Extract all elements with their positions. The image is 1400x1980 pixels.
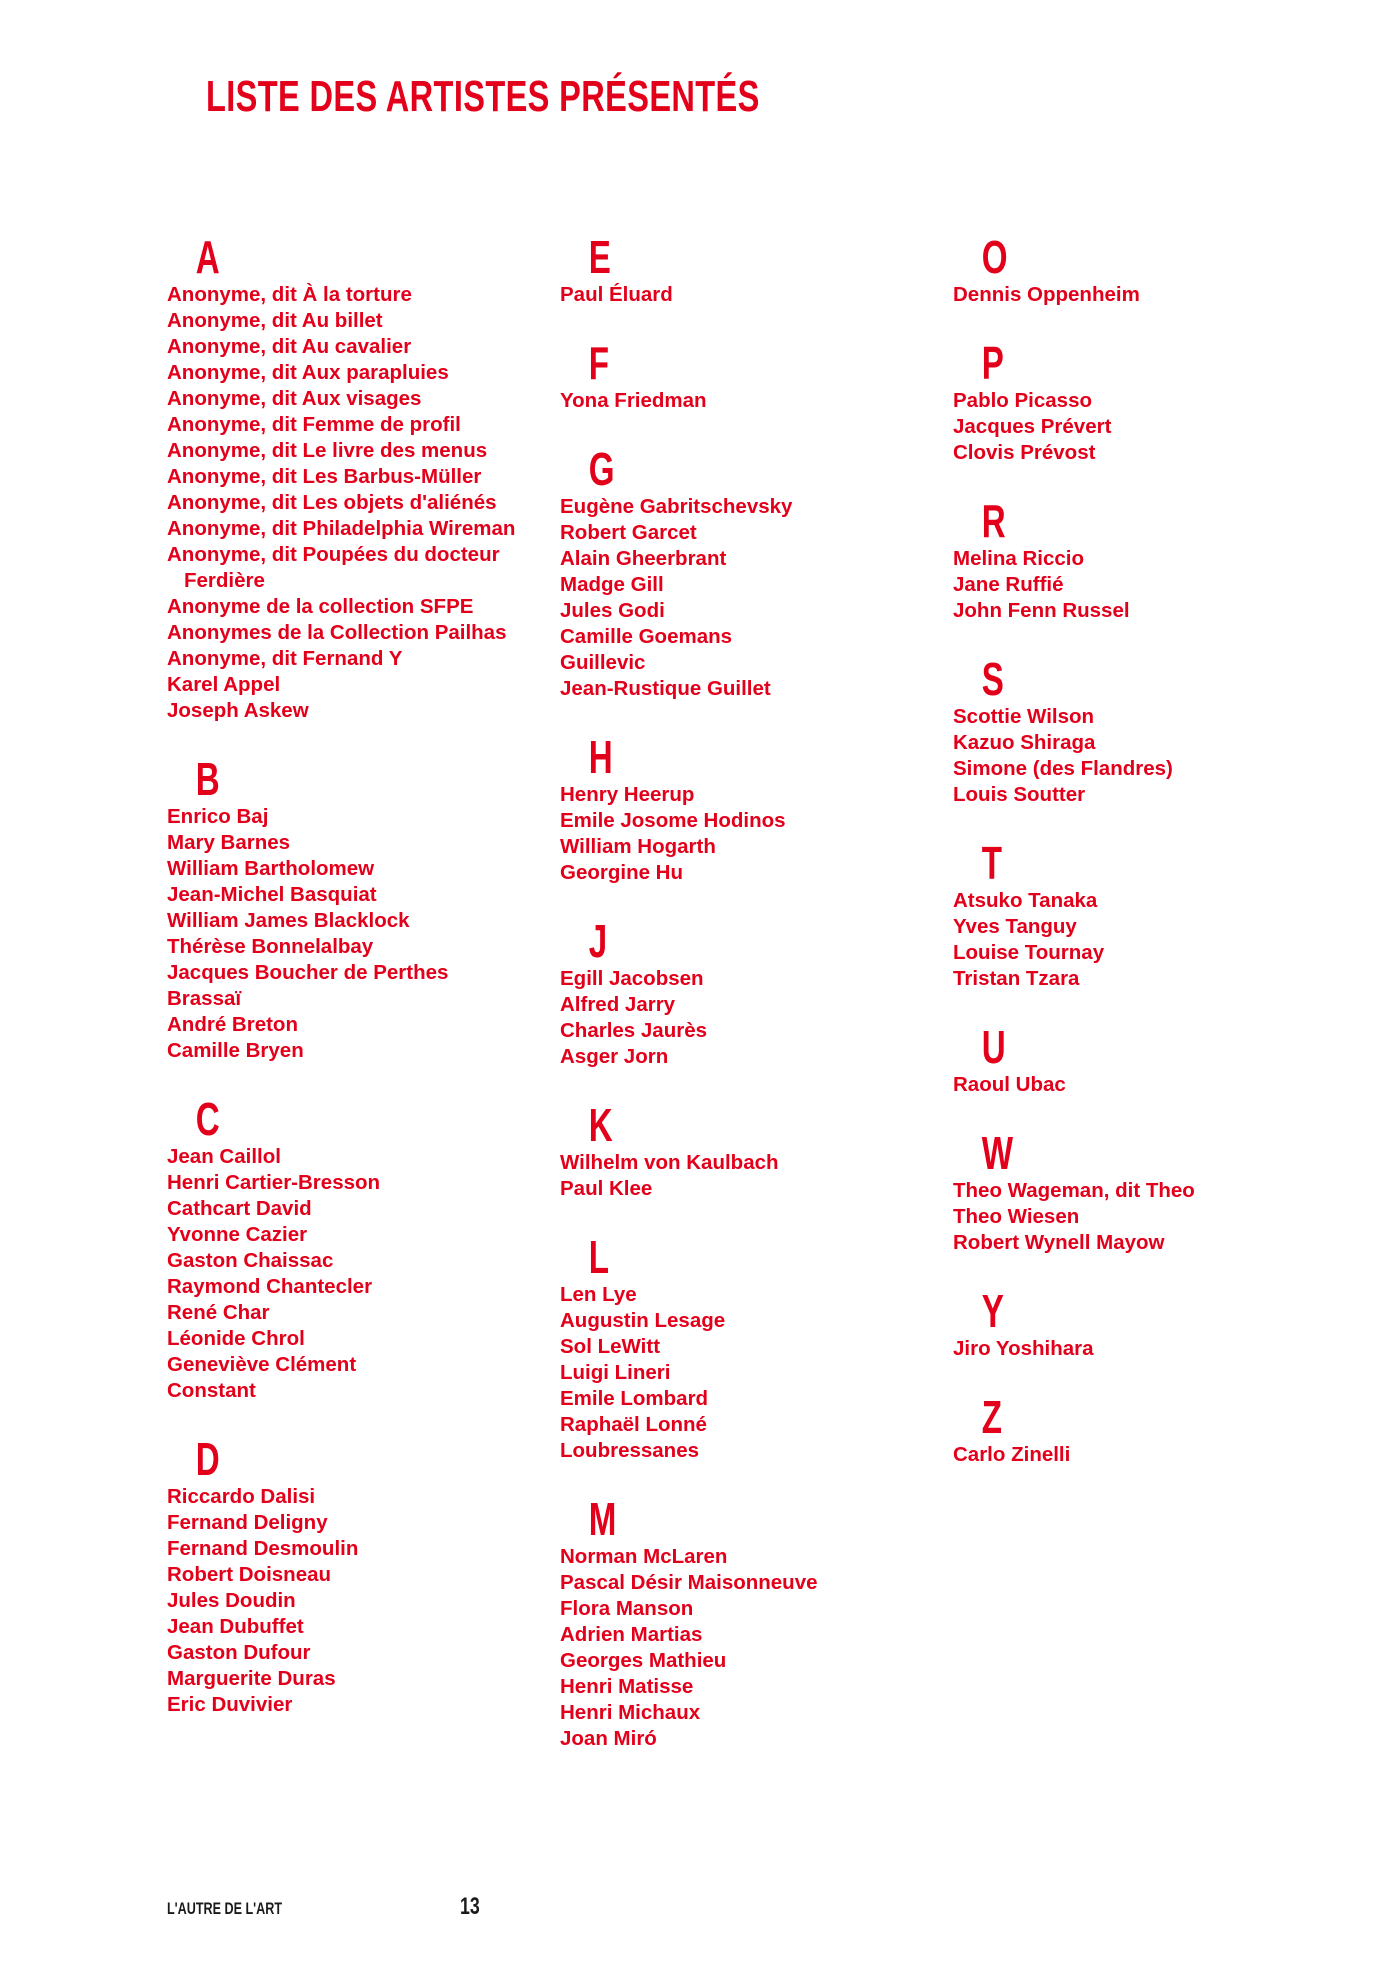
- section-letter-a: A: [195, 231, 220, 283]
- section-letter-r: R: [981, 495, 1006, 547]
- artist-name: Brassaï: [167, 987, 242, 1010]
- section-letter-y: Y: [981, 1285, 1004, 1337]
- section-k: [560, 1100, 940, 1202]
- section-letter-z: Z: [981, 1391, 1003, 1443]
- artist-name: Constant: [167, 1379, 256, 1402]
- artist-name: Tristan Tzara: [953, 967, 1080, 990]
- artist-name: Jiro Yoshihara: [953, 1337, 1094, 1360]
- artist-name: Clovis Prévost: [953, 441, 1096, 464]
- artist-name: Raoul Ubac: [953, 1073, 1066, 1096]
- artist-name: Emile Josome Hodinos: [560, 809, 786, 832]
- artist-name: Paul Klee: [560, 1177, 653, 1200]
- artist-name: Thérèse Bonnelalbay: [167, 935, 374, 958]
- artist-name: William James Blacklock: [167, 909, 410, 932]
- section-c: [167, 1094, 547, 1404]
- section-e: [560, 232, 940, 308]
- artist-name: Luigi Lineri: [560, 1361, 671, 1384]
- artist-name: Scottie Wilson: [953, 705, 1095, 728]
- section-g: [560, 444, 940, 702]
- artist-name: Geneviève Clément: [167, 1353, 357, 1376]
- artist-name: Anonyme, dit Au cavalier: [167, 335, 412, 358]
- artist-name: Carlo Zinelli: [953, 1443, 1071, 1466]
- section-letter-u: U: [981, 1021, 1006, 1073]
- artist-name: Eugène Gabritschevsky: [560, 495, 793, 518]
- artist-name: Atsuko Tanaka: [953, 889, 1098, 912]
- section-f: [560, 338, 940, 414]
- section-letter-w: W: [981, 1127, 1014, 1179]
- section-letter-j: J: [588, 915, 608, 967]
- section-b: [167, 754, 547, 1064]
- artist-name: Pablo Picasso: [953, 389, 1093, 412]
- artist-name: Enrico Baj: [167, 805, 269, 828]
- artist-name: Camille Bryen: [167, 1039, 304, 1062]
- page-title: LISTE DES ARTISTES PRÉSENTÉS: [206, 72, 760, 121]
- artist-name: Jules Godi: [560, 599, 665, 622]
- artist-name: Jane Ruffié: [953, 573, 1064, 596]
- artist-name: Anonyme, dit À la torture: [167, 283, 412, 306]
- section-t: [953, 838, 1333, 992]
- artist-name: Henry Heerup: [560, 783, 695, 806]
- artist-name: Adrien Martias: [560, 1623, 703, 1646]
- artist-name: Madge Gill: [560, 573, 664, 596]
- section-r: [953, 496, 1333, 624]
- artist-name: Henri Matisse: [560, 1675, 694, 1698]
- artist-name: Mary Barnes: [167, 831, 291, 854]
- artist-name: Asger Jorn: [560, 1045, 669, 1068]
- artist-name: Theo Wageman, dit Theo: [953, 1179, 1195, 1202]
- artist-name: Georgine Hu: [560, 861, 684, 884]
- artist-name: Jacques Prévert: [953, 415, 1112, 438]
- artist-name: Dennis Oppenheim: [953, 283, 1140, 306]
- artist-name: Léonide Chrol: [167, 1327, 305, 1350]
- section-d: [167, 1434, 547, 1718]
- artist-name: Riccardo Dalisi: [167, 1485, 316, 1508]
- artist-name: Pascal Désir Maisonneuve: [560, 1571, 818, 1594]
- artist-name: Cathcart David: [167, 1197, 312, 1220]
- artist-name: Yvonne Cazier: [167, 1223, 308, 1246]
- artist-name: William Bartholomew: [167, 857, 375, 880]
- artist-name: Len Lye: [560, 1283, 637, 1306]
- footer-publication-title: L'AUTRE DE L'ART: [167, 1899, 283, 1918]
- artist-name: Eric Duvivier: [167, 1693, 293, 1716]
- artist-name: Marguerite Duras: [167, 1667, 336, 1690]
- artist-name: Yona Friedman: [560, 389, 707, 412]
- section-letter-k: K: [588, 1099, 613, 1151]
- artist-name: Gaston Dufour: [167, 1641, 311, 1664]
- section-o: [953, 232, 1333, 308]
- artist-name: Alfred Jarry: [560, 993, 676, 1016]
- section-p: [953, 338, 1333, 466]
- artist-name: William Hogarth: [560, 835, 716, 858]
- section-letter-f: F: [588, 337, 610, 389]
- section-letter-l: L: [588, 1231, 610, 1283]
- artist-name: Kazuo Shiraga: [953, 731, 1096, 754]
- artist-column-3: [953, 232, 1333, 1498]
- artist-name: Karel Appel: [167, 673, 281, 696]
- artist-name: Jacques Boucher de Perthes: [167, 961, 449, 984]
- artist-name: Anonyme, dit Les objets d'aliénés: [167, 491, 497, 514]
- section-h: [560, 732, 940, 886]
- section-m: [560, 1494, 940, 1752]
- artist-name: Gaston Chaissac: [167, 1249, 334, 1272]
- artist-name: Loubressanes: [560, 1439, 699, 1462]
- artist-name: Anonyme, dit Femme de profil: [167, 413, 461, 436]
- artist-name: Sol LeWitt: [560, 1335, 661, 1358]
- artist-name: Georges Mathieu: [560, 1649, 727, 1672]
- artist-name: Fernand Deligny: [167, 1511, 328, 1534]
- section-letter-s: S: [981, 653, 1004, 705]
- artist-name: Camille Goemans: [560, 625, 733, 648]
- section-l: [560, 1232, 940, 1464]
- artist-name: Anonyme de la collection SFPE: [167, 595, 474, 618]
- section-z: [953, 1392, 1333, 1468]
- artist-name: Alain Gheerbrant: [560, 547, 727, 570]
- section-letter-g: G: [588, 443, 615, 495]
- artist-name: Anonymes de la Collection Pailhas: [167, 621, 507, 644]
- artist-name: Joan Miró: [560, 1727, 657, 1750]
- artist-name: Anonyme, dit Le livre des menus: [167, 439, 488, 462]
- artist-name: Anonyme, dit Fernand Y: [167, 647, 403, 670]
- artist-name: Theo Wiesen: [953, 1205, 1080, 1228]
- artist-name: Augustin Lesage: [560, 1309, 726, 1332]
- artist-name: Anonyme, dit Philadelphia Wireman: [167, 517, 516, 540]
- artist-name: Norman McLaren: [560, 1545, 728, 1568]
- artist-name: Guillevic: [560, 651, 646, 674]
- artist-name: Flora Manson: [560, 1597, 694, 1620]
- section-w: [953, 1128, 1333, 1256]
- artist-name: Henri Cartier-Bresson: [167, 1171, 381, 1194]
- section-s: [953, 654, 1333, 808]
- artist-name: Yves Tanguy: [953, 915, 1077, 938]
- artist-name: René Char: [167, 1301, 270, 1324]
- artist-name: Louise Tournay: [953, 941, 1105, 964]
- artist-name: Egill Jacobsen: [560, 967, 704, 990]
- artist-name: Raymond Chantecler: [167, 1275, 373, 1298]
- section-y: [953, 1286, 1333, 1362]
- section-letter-d: D: [195, 1433, 220, 1485]
- artist-name: Anonyme, dit Aux visages: [167, 387, 422, 410]
- artist-name: Melina Riccio: [953, 547, 1085, 570]
- artist-name: John Fenn Russel: [953, 599, 1130, 622]
- artist-name: Joseph Askew: [167, 699, 309, 722]
- artist-name: Emile Lombard: [560, 1387, 709, 1410]
- artist-name: Anonyme, dit Les Barbus-Müller: [167, 465, 482, 488]
- section-letter-m: M: [588, 1493, 617, 1545]
- artist-name: Jean-Rustique Guillet: [560, 677, 771, 700]
- section-letter-h: H: [588, 731, 613, 783]
- artist-name: Henri Michaux: [560, 1701, 701, 1724]
- section-letter-b: B: [195, 753, 220, 805]
- artist-name: Charles Jaurès: [560, 1019, 708, 1042]
- section-a: [167, 232, 547, 724]
- artist-name: Jules Doudin: [167, 1589, 296, 1612]
- artist-name: Raphaël Lonné: [560, 1413, 707, 1436]
- artist-name: Robert Doisneau: [167, 1563, 332, 1586]
- artist-column-1: [167, 232, 547, 1748]
- artist-name: Fernand Desmoulin: [167, 1537, 359, 1560]
- section-letter-e: E: [588, 231, 611, 283]
- page-number: 13: [460, 1893, 480, 1920]
- section-j: [560, 916, 940, 1070]
- artist-name: Wilhelm von Kaulbach: [560, 1151, 779, 1174]
- artist-name: Jean Caillol: [167, 1145, 281, 1168]
- artist-name: Robert Garcet: [560, 521, 697, 544]
- artist-name: André Breton: [167, 1013, 298, 1036]
- section-u: [953, 1022, 1333, 1098]
- artist-name: Paul Éluard: [560, 283, 673, 306]
- section-letter-t: T: [981, 837, 1003, 889]
- section-letter-p: P: [981, 337, 1004, 389]
- artist-name: Anonyme, dit Au billet: [167, 309, 383, 332]
- artist-name: Robert Wynell Mayow: [953, 1231, 1165, 1254]
- artist-name-continuation: Ferdière: [184, 569, 265, 592]
- section-letter-c: C: [195, 1093, 220, 1145]
- section-letter-o: O: [981, 231, 1008, 283]
- artist-column-2: [560, 232, 940, 1782]
- artist-name: Simone (des Flandres): [953, 757, 1173, 780]
- artist-name: Jean Dubuffet: [167, 1615, 304, 1638]
- artist-name: Anonyme, dit Aux parapluies: [167, 361, 449, 384]
- artist-name: Louis Soutter: [953, 783, 1086, 806]
- artist-name: Jean-Michel Basquiat: [167, 883, 377, 906]
- artist-name: Anonyme, dit Poupées du docteur: [167, 543, 500, 566]
